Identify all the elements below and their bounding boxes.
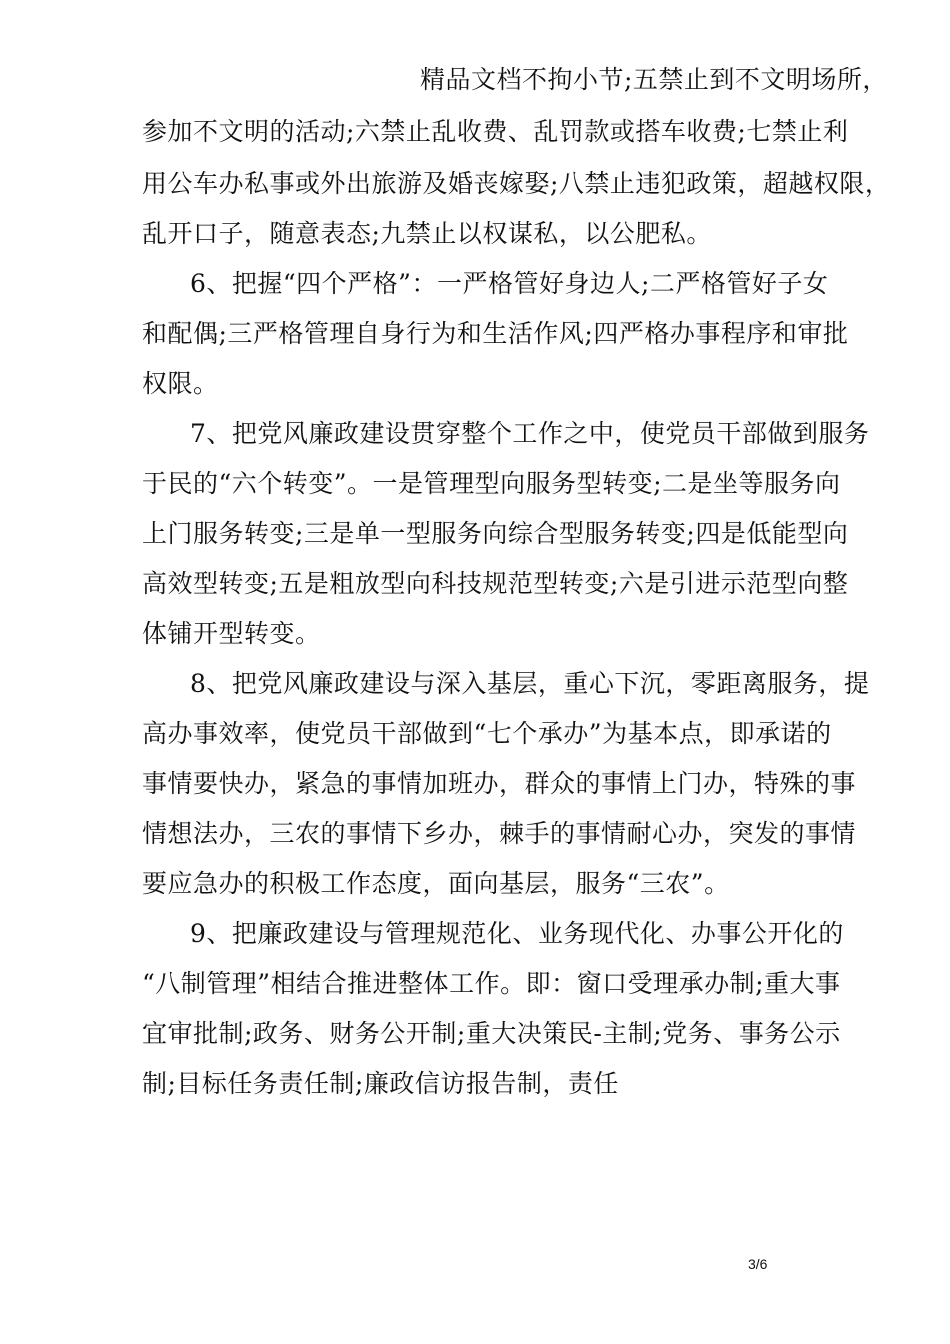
text-line: 体铺开型转变。 [142, 619, 321, 648]
text-line: 7、把党风廉政建设贯穿整个工作之中，使党员干部做到服务 [190, 419, 870, 448]
text-line: 9、把廉政建设与管理规范化、业务现代化、办事公开化的 [190, 919, 844, 948]
text-line: 于民的“六个转变”。一是管理型向服务型转变;二是坐等服务向 [142, 469, 841, 498]
text-line: “八制管理”相结合推进整体工作。即：窗口受理承办制;重大事 [142, 969, 841, 998]
text-line: 用公车办私事或外出旅游及婚丧嫁娶;八禁止违犯政策，超越权限， [142, 169, 891, 198]
text-line: 高效型转变;五是粗放型向科技规范型转变;六是引进示范型向整 [142, 569, 849, 598]
text-line: 参加不文明的活动;六禁止乱收费、乱罚款或搭车收费;七禁止利 [142, 117, 849, 146]
text-line: 要应急办的积极工作态度，面向基层，服务“三农”。 [142, 869, 730, 898]
text-line: 高办事效率，使党员干部做到“七个承办”为基本点，即承诺的 [142, 719, 832, 748]
page-number: 3/6 [748, 1256, 768, 1272]
text-line: 上门服务转变;三是单一型服务向综合型服务转变;四是低能型向 [142, 519, 849, 548]
text-line: 和配偶;三严格管理自身行为和生活作风;四严格办事程序和审批 [142, 319, 849, 348]
text-line: 6、把握“四个严格”：一严格管好身边人;二严格管好子女 [190, 269, 829, 298]
text-line: 权限。 [142, 369, 219, 398]
text-line: 乱开口子，随意表态;九禁止以权谋私，以公肥私。 [142, 219, 712, 248]
text-line: 情想法办，三农的事情下乡办，棘手的事情耐心办，突发的事情 [142, 819, 857, 848]
text-line: 宜审批制;政务、财务公开制;重大决策民-主制;党务、事务公示 [142, 1019, 841, 1048]
text-line: 8、把党风廉政建设与深入基层，重心下沉，零距离服务，提 [190, 669, 870, 698]
text-line: 制;目标任务责任制;廉政信访报告制，责任 [142, 1069, 619, 1098]
text-line: 事情要快办，紧急的事情加班办，群众的事情上门办，特殊的事 [142, 769, 857, 798]
text-line: 精品文档不拘小节;五禁止到不文明场所， [420, 65, 888, 94]
